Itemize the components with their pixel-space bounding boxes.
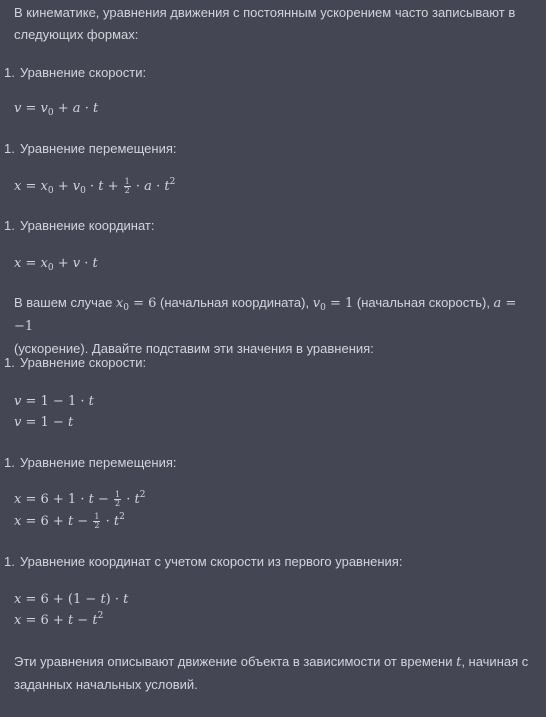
formula-velocity-general: $v = v_0 + a \cdot t$ <box>14 101 99 118</box>
list-number: 1. <box>4 455 15 470</box>
inline-math-t: t <box>456 655 462 670</box>
list-item-coordinate-substituted <box>4 553 402 571</box>
list-number: 1. <box>4 141 15 156</box>
inline-math-v0: $v_0 = 1$ <box>312 296 354 313</box>
conclusion-line-2: заданных начальных условий. <box>14 677 198 692</box>
inline-math-a: a = −1 <box>14 296 517 334</box>
list-title: Уравнение координат: <box>20 218 155 233</box>
formula-velocity-step-1: v = 1 − 1 · t <box>14 394 94 409</box>
formula-displacement-step-2: x = 6 + t − $\frac{1}{2}$ · $t^2$ <box>14 512 125 530</box>
formula-coordinate-step-2: $x = 6 + t - t^2$ <box>14 611 104 628</box>
formula-displacement-general: $x = x_0 + v_0 \cdot t$ + $\frac{1}{2}$ · $a \cdot t^2$ <box>14 177 176 196</box>
fraction-one-half: $\frac{1}{2}$ <box>124 177 130 195</box>
list-title: Уравнение скорости: <box>20 355 147 370</box>
list-title: Уравнение скорости: <box>20 65 147 80</box>
fraction-one-half: $\frac{1}{2}$ <box>115 490 121 508</box>
list-item-displacement-equation <box>4 140 177 158</box>
formula-velocity-step-2: v = 1 − t <box>14 415 74 430</box>
list-number: 1. <box>4 355 15 370</box>
conclusion-paragraph: Эти уравнения описывают движение объекта в зависимости от времени t, начиная с заданных начальных условий. <box>14 654 529 692</box>
intro-line-1: В кинематике, уравнения движения с постоянным ускорением часто записывают в <box>14 5 516 20</box>
list-item-velocity-equation <box>4 64 146 82</box>
given-values-paragraph: В вашем случае $x_0 = 6$ (начальная координата), $v_0 = 1$ (начальная скорость), a = −1 (ускорение). Давайте подставим эти значения в уравнения: <box>14 295 517 356</box>
list-item-coordinate-equation <box>4 217 155 235</box>
intro-paragraph <box>14 2 536 46</box>
list-number: 1. <box>4 65 15 80</box>
list-item-velocity-substituted <box>4 354 146 372</box>
list-item-displacement-substituted <box>4 454 177 472</box>
formula-coordinate-step-1: x = 6 + (1 − t) · t <box>14 592 129 607</box>
formula-coordinate-general: $x = x_0 + v \cdot t$ <box>14 256 98 273</box>
fraction-one-half: $\frac{1}{2}$ <box>94 512 100 530</box>
list-title: Уравнение координат с учетом скорости из первого уравнения: <box>20 554 403 569</box>
given-line-2: (ускорение). Давайте подставим эти значения в уравнения: <box>14 341 374 356</box>
list-number: 1. <box>4 554 15 569</box>
list-number: 1. <box>4 218 15 233</box>
list-title: Уравнение перемещения: <box>20 141 177 156</box>
list-title: Уравнение перемещения: <box>20 455 177 470</box>
inline-math-x0: $x_0 = 6$ <box>115 296 157 313</box>
intro-line-2: следующих формах: <box>14 27 139 42</box>
formula-displacement-step-1: x = 6 + 1 · t − $\frac{1}{2}$ · $t^2$ <box>14 490 146 508</box>
